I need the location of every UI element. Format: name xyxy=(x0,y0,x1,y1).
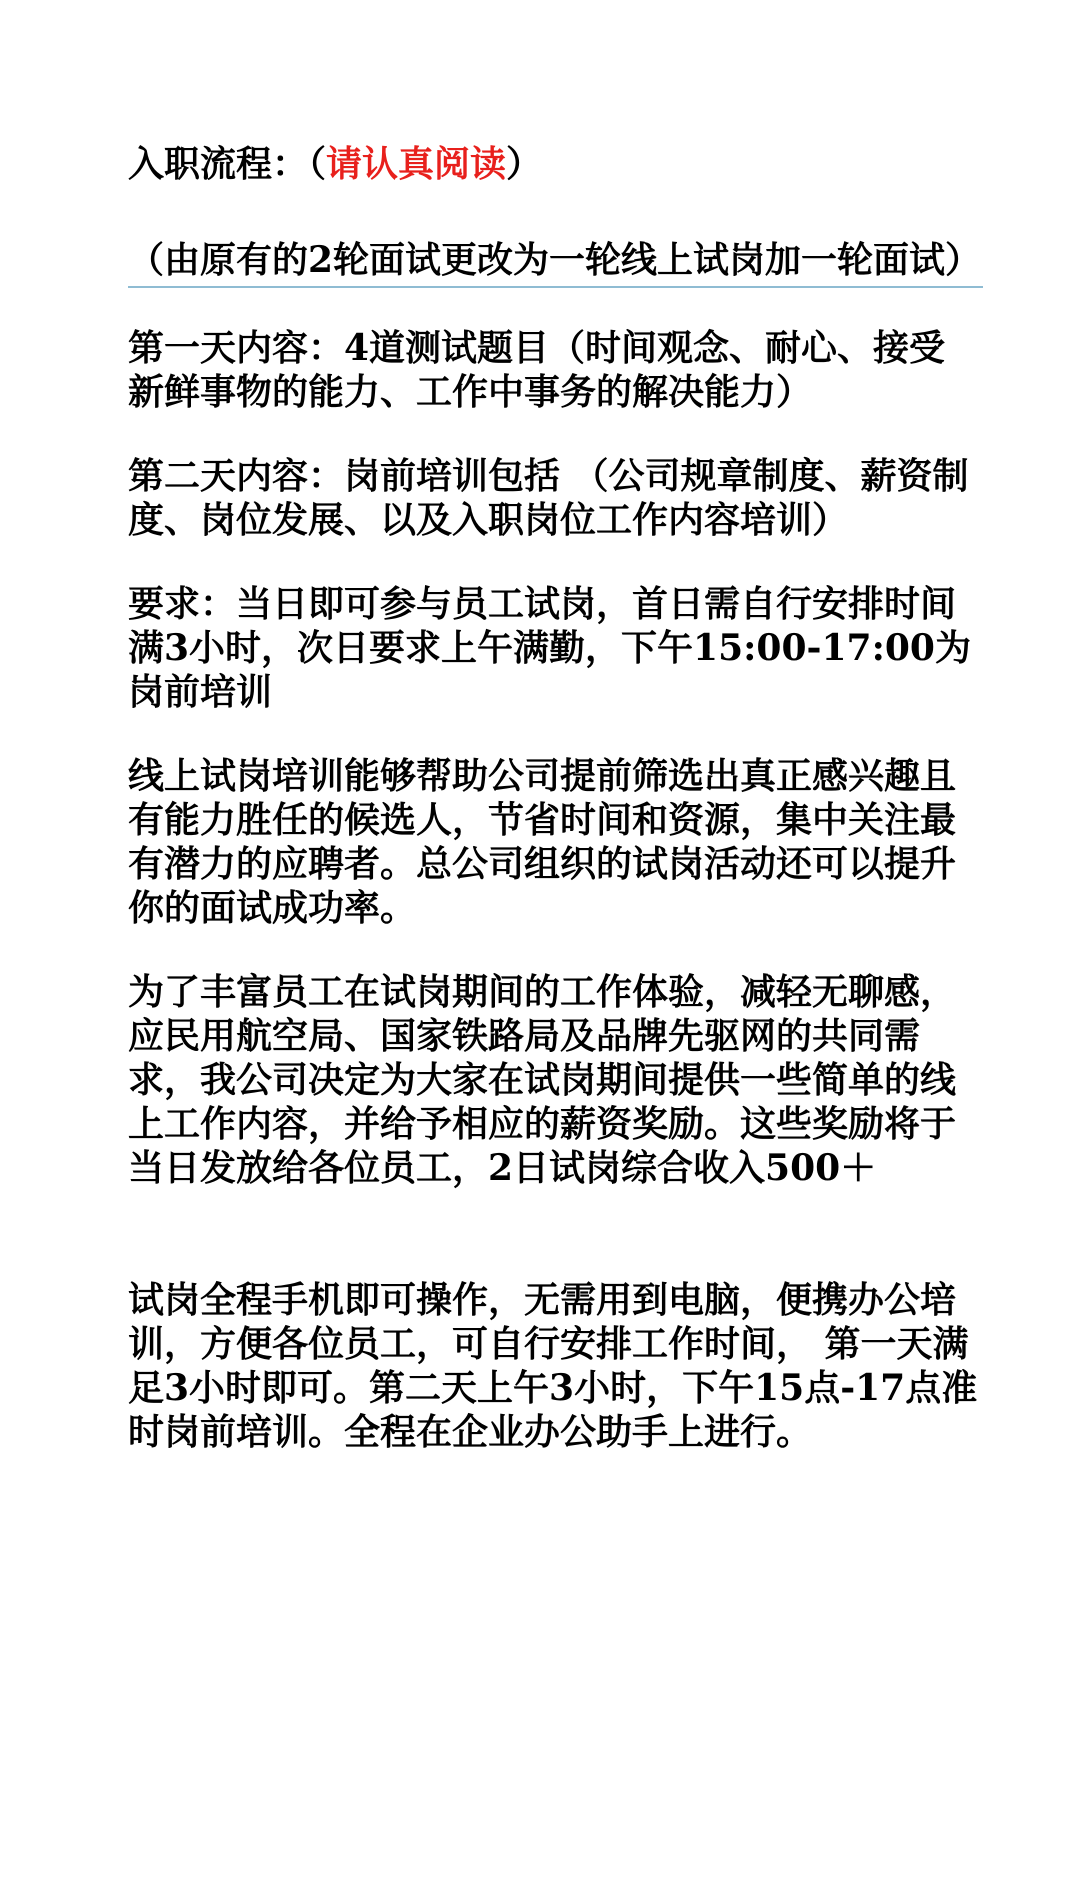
divider-line xyxy=(128,286,983,288)
paragraph-benefits: 线上试岗培训能够帮助公司提前筛选出真正感兴趣且有能力胜任的候选人，节省时间和资源，集中关注最有潜力的应聘者。总公司组织的试岗活动还可以提升你的面试成功率。 xyxy=(128,755,957,929)
paragraph-day-two: 第二天内容：岗前培训包括 （公司规章制度、薪资制度、岗位发展、以及入职岗位工作内容培训） xyxy=(128,455,969,541)
document-content xyxy=(128,142,982,1454)
title-paren-open: （ xyxy=(308,143,327,185)
title-text: 入职流程： xyxy=(128,143,309,185)
paragraph-requirements: 要求：当日即可参与员工试岗，首日需自行安排时间满3小时，次日要求上午满勤，下午15:00-17:00为岗前培训 xyxy=(128,583,971,713)
paragraph-rewards: 为了丰富员工在试岗期间的工作体验，减轻无聊感，应民用航空局、国家铁路局及品牌先驱网的共同需求，我公司决定为大家在试岗期间提供一些简单的线上工作内容，并给予相应的薪资奖励。这些奖励将于当日发放给各位员工，2日试岗综合收入500＋ xyxy=(128,971,957,1189)
subtitle: （由原有的2轮面试更改为一轮线上试岗加一轮面试） xyxy=(128,239,982,281)
title-paren-close: ） xyxy=(506,143,543,185)
page-title xyxy=(128,142,978,186)
paragraph-day-one: 第一天内容：4道测试题目（时间观念、耐心、接受新鲜事物的能力、工作中事务的解决能力） xyxy=(128,327,946,413)
title-highlight: 请认真阅读 xyxy=(326,143,507,185)
paragraph-mobile-operation: 试岗全程手机即可操作，无需用到电脑，便携办公培训，方便各位员工，可自行安排工作时间， 第一天满足3小时即可。第二天上午3小时，下午15点-17点准时岗前培训。全程在企业办公助手上进行。 xyxy=(128,1279,978,1453)
